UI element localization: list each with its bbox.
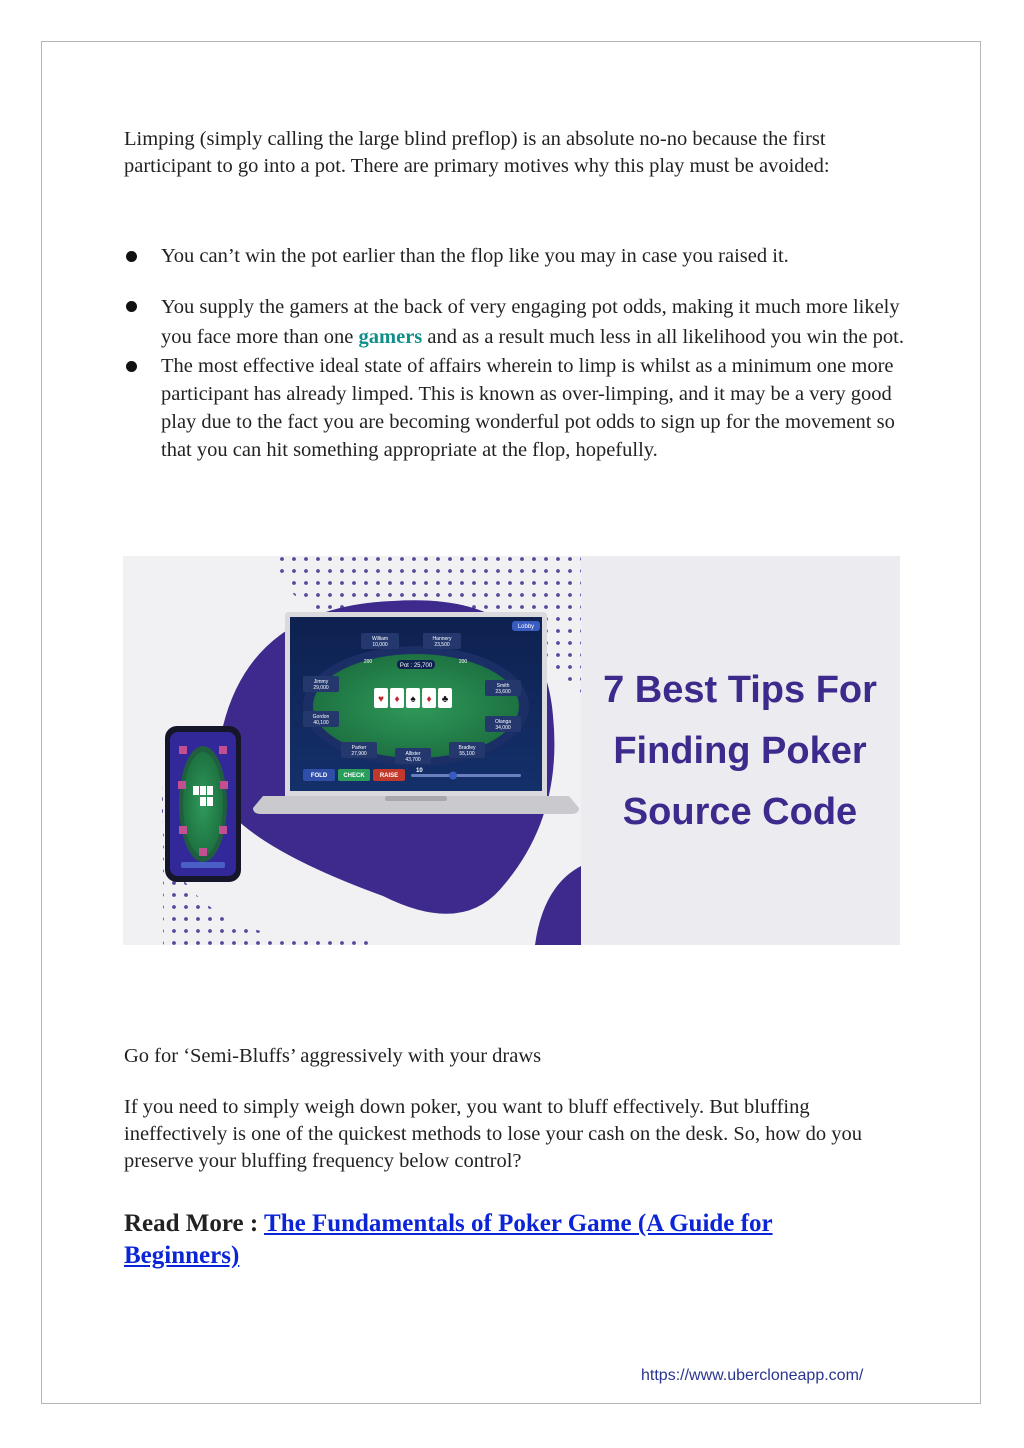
read-more-link[interactable]: The Fundamentals of Poker Game (A Guide for Beginners) — [124, 1210, 773, 1269]
player-chips: 55,100 — [459, 751, 475, 757]
player-name: Parker — [351, 745, 367, 751]
bullet-list — [124, 242, 914, 464]
list-item — [124, 242, 914, 270]
bullet-text: You supply the gamers at the back of very engaging pot odds, making it much more likely you face more than one — [161, 296, 900, 348]
headline-line: Source Code — [622, 791, 858, 833]
intro-paragraph: Limping (simply calling the large blind preflop) is an absolute no-no because the first participant to go into a pot. There are primary motives why this play must be avoided: — [124, 128, 830, 177]
headline-line: Finding Poker — [613, 730, 867, 772]
player-chips: 34,000 — [495, 725, 511, 731]
player-chips: 40,100 — [313, 720, 329, 726]
player-chips: 27,900 — [351, 751, 367, 757]
player-name: Bradley — [458, 745, 476, 751]
gamers-link[interactable]: gamers — [358, 326, 423, 348]
fold-button-label: FOLD — [310, 773, 328, 779]
player-chips: 10,000 — [372, 642, 388, 648]
player-chips: 23,600 — [495, 689, 511, 695]
player-name: Allister — [405, 751, 421, 757]
bullet-text: The most effective ideal state of affairs wherein to limp is whilst as a minimum one more participant has already limped. This is known as over-limping, and it may be a very good play due to the fact you are becoming wonderful pot odds to sign up for the movement so that you can hit something appropriate at the flop, hopefully. — [161, 355, 895, 461]
pot-label: Pot : 25,700 — [399, 663, 433, 669]
laptop-illustration — [253, 612, 579, 814]
chip-label: 200 — [458, 659, 468, 665]
hero-banner-image — [123, 556, 900, 945]
svg-text:♠: ♠ — [410, 694, 416, 705]
read-more — [124, 1208, 884, 1272]
player-name: Olanga — [494, 719, 512, 725]
bullet-icon — [126, 251, 137, 262]
chip-label: 200 — [363, 659, 373, 665]
semi-bluff-heading: Go for ‘Semi-Bluffs’ aggressively with your draws — [124, 1045, 542, 1067]
bluff-paragraph: If you need to simply weigh down poker, you want to bluff effectively. But bluffing ineffectively is one of the quickest methods to lose your cash on the desk. So, how do you preserve your bluffing frequency below control? — [124, 1096, 863, 1172]
player-name: Gordon — [312, 714, 330, 720]
player-name: William — [371, 636, 389, 642]
player-chips: 23,500 — [434, 642, 450, 648]
lobby-button-label: Lobby — [517, 624, 535, 630]
community-cards — [374, 688, 452, 708]
player-name: Jimmy — [313, 679, 329, 685]
svg-text:♥: ♥ — [378, 694, 384, 705]
bullet-text: You can’t win the pot earlier than the flop like you may in case you raised it. — [161, 245, 789, 267]
svg-text:♦: ♦ — [394, 694, 400, 705]
headline-line: 7 Best Tips For — [603, 669, 877, 711]
list-item — [124, 352, 914, 464]
read-more-label: Read More : — [124, 1210, 265, 1237]
bullet-icon — [126, 361, 137, 372]
player-name: Smith — [496, 683, 510, 689]
hero-illustration — [123, 556, 900, 945]
bullet-icon — [126, 301, 137, 312]
player-chips: 43,700 — [405, 757, 421, 763]
raise-button-label: RAISE — [379, 773, 399, 779]
bet-amount: 10 — [416, 768, 423, 774]
svg-text:♣: ♣ — [441, 694, 449, 705]
check-button-label: CHECK — [343, 773, 365, 779]
player-name: Hannery — [432, 636, 452, 642]
bullet-text: and as a result much less in all likelihood you win the pot. — [422, 326, 904, 348]
hero-headline — [603, 669, 877, 833]
footer-url[interactable]: https://www.ubercloneapp.com/ — [641, 1367, 864, 1384]
list-item — [124, 292, 914, 352]
player-chips: 29,000 — [313, 685, 329, 691]
phone-illustration — [165, 726, 241, 882]
svg-text:♦: ♦ — [426, 694, 432, 705]
